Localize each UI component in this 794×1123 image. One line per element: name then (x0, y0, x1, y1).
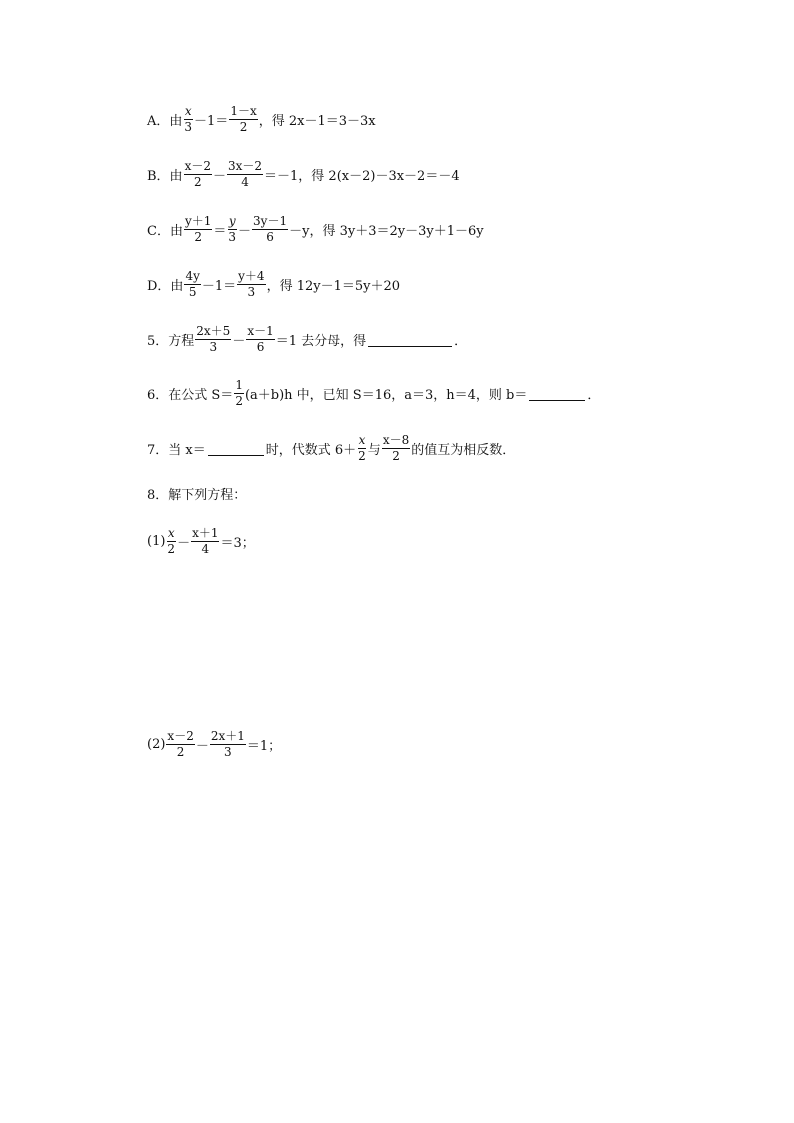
question-8 (147, 478, 246, 508)
question-6 (147, 378, 600, 408)
fraction-denominator: 5 (188, 284, 197, 299)
fraction-denominator: 2 (176, 744, 185, 759)
option-d-fraction-2 (237, 270, 265, 298)
fraction-denominator: 3 (247, 284, 256, 299)
question-8-part-1-fraction-2 (191, 527, 219, 555)
fraction-denominator: 2 (358, 448, 366, 463)
fraction-numerator: 4y (185, 268, 200, 283)
question-8-part-1 (147, 526, 255, 556)
fraction-numerator: y＋1 (184, 213, 212, 228)
question-6-text: (a＋b)h 中，已知 S＝16，a＝3，h＝4，则 b＝ (244, 387, 528, 403)
question-7-fraction-1 (357, 434, 367, 462)
question-5-answer-blank[interactable] (368, 332, 452, 347)
question-7-fraction-2 (382, 434, 410, 462)
question-7-label: 7．当 x＝ (147, 442, 206, 458)
question-8-part-2-label: (2) (147, 736, 166, 752)
option-c-result: －y，得 3y＋3＝2y－3y＋1－6y (289, 223, 484, 239)
fraction-denominator: 3 (184, 119, 193, 134)
fraction-numerator: 3x－2 (227, 158, 263, 173)
fraction-denominator: 6 (266, 229, 274, 244)
question-7-tail: 的值互为相反数． (411, 442, 516, 458)
fraction-denominator: 3 (224, 744, 232, 759)
question-5-fraction-1 (195, 325, 231, 353)
question-7-connector: 与 (367, 442, 381, 458)
fraction-numerator: x－8 (382, 432, 410, 447)
option-c (147, 214, 484, 244)
question-5-period: ． (454, 333, 468, 349)
option-b-fraction-2 (227, 160, 263, 188)
fraction-numerator: x＋1 (192, 525, 219, 540)
question-7-answer-blank[interactable] (208, 441, 264, 456)
fraction-numerator: 2x＋1 (210, 728, 245, 743)
option-b (147, 159, 460, 189)
fraction-numerator: y (228, 213, 236, 228)
question-6-answer-blank[interactable] (529, 386, 585, 401)
fraction-numerator: x－2 (167, 728, 194, 743)
question-8-part-2-result: ＝1； (246, 738, 282, 754)
option-b-fraction-1 (184, 160, 212, 188)
question-5-fraction-2 (246, 325, 274, 353)
fraction-numerator: 1 (235, 377, 243, 392)
fraction-numerator: x (184, 103, 192, 118)
fraction-denominator: 2 (194, 229, 202, 244)
option-c-operator-2: － (238, 223, 252, 239)
question-8-label: 8．解下列方程： (147, 487, 247, 503)
question-5-text: ＝1 去分母，得 (275, 333, 367, 349)
question-8-part-2-fraction-2 (210, 730, 246, 758)
question-5-label: 5．方程 (147, 333, 195, 349)
option-d-operator: －1＝ (201, 278, 237, 294)
question-5-operator: － (232, 333, 246, 349)
option-a-fraction-2 (229, 105, 257, 133)
fraction-denominator: 3 (228, 229, 237, 244)
option-c-fraction-3 (252, 215, 288, 243)
question-7 (147, 433, 515, 463)
option-d-result: ，得 12y－1＝5y＋20 (266, 278, 401, 294)
option-a-label: A．由 (147, 113, 183, 129)
question-8-part-1-fraction-1 (166, 527, 176, 555)
question-8-part-2-fraction-1 (166, 730, 194, 758)
fraction-denominator: 2 (193, 174, 202, 189)
option-d-fraction-1 (184, 270, 200, 298)
option-c-operator: ＝ (213, 223, 227, 239)
question-5 (147, 324, 467, 354)
fraction-numerator: 3y－1 (253, 213, 288, 228)
option-b-operator: － (212, 168, 226, 184)
option-c-fraction-1 (184, 215, 212, 243)
fraction-numerator: 1－x (230, 103, 257, 118)
fraction-denominator: 3 (209, 339, 218, 354)
fraction-denominator: 4 (241, 174, 249, 189)
question-8-part-1-operator: － (177, 535, 191, 551)
question-8-part-2 (147, 729, 281, 759)
option-c-label: C．由 (147, 223, 183, 239)
fraction-numerator: x (167, 525, 175, 540)
option-b-label: B．由 (147, 168, 183, 184)
option-a (147, 104, 376, 134)
fraction-numerator: x (358, 432, 366, 447)
option-c-fraction-2 (227, 215, 237, 243)
fraction-denominator: 6 (256, 339, 265, 354)
question-8-part-1-label: (1) (147, 533, 166, 549)
question-6-fraction (234, 379, 244, 407)
option-b-result: ＝－1，得 2(x－2)－3x－2＝－4 (264, 168, 460, 184)
question-8-part-2-operator: － (195, 738, 209, 754)
fraction-numerator: 2x＋5 (196, 323, 231, 338)
fraction-numerator: x－2 (184, 158, 211, 173)
fraction-denominator: 2 (167, 541, 176, 556)
option-a-operator: －1＝ (194, 113, 229, 129)
option-a-fraction-1 (183, 105, 193, 133)
fraction-denominator: 2 (235, 393, 243, 408)
option-d (147, 269, 400, 299)
fraction-numerator: y＋4 (238, 268, 265, 283)
question-6-period: ． (587, 387, 601, 403)
fraction-numerator: x－1 (247, 323, 274, 338)
option-d-label: D．由 (147, 278, 184, 294)
question-6-label: 6．在公式 S＝ (147, 387, 234, 403)
fraction-denominator: 2 (239, 119, 248, 134)
option-a-result: ，得 2x－1＝3－3x (258, 113, 376, 129)
question-7-text: 时，代数式 6＋ (265, 442, 357, 458)
fraction-denominator: 4 (201, 541, 210, 556)
fraction-denominator: 2 (392, 448, 400, 463)
question-8-part-1-result: ＝3； (220, 535, 255, 551)
